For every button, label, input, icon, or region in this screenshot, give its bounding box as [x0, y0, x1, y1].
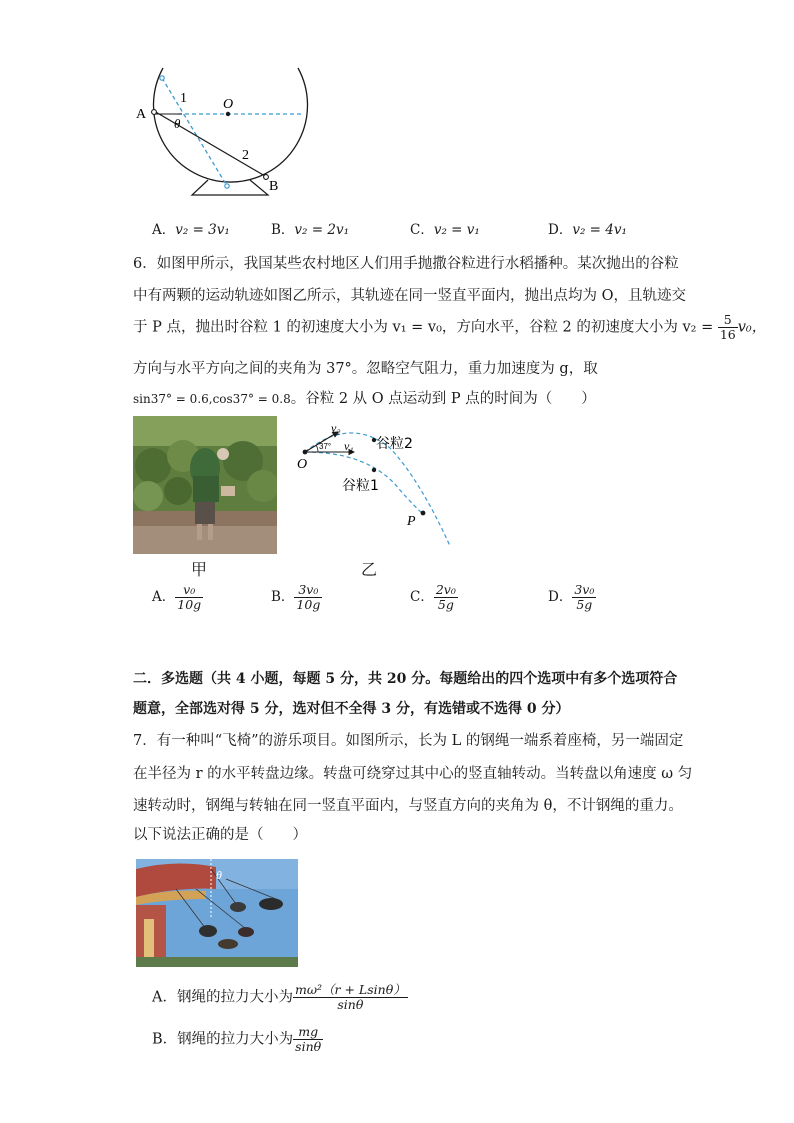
q6-option-b[interactable]: B． $\frac{\text{3v₀}}{10g}$ [271, 582, 321, 612]
label-angle: 37° [319, 442, 332, 451]
track-1-dashed [162, 78, 227, 186]
q6-option-a[interactable]: A． $\frac{\text{v₀}}{10g}$ [152, 582, 202, 612]
circle-track-figure [130, 62, 320, 202]
point-B [264, 175, 269, 180]
section-2-header-line-1: 二．多选题（共 4 小题，每题 5 分，共 20 分。每题给出的四个选项中有多个选项符合 [133, 671, 678, 687]
q7-line-2: 在半径为 r 的水平转盘边缘。转盘可绕穿过其中心的竖直轴转动。当转盘以角速度 ω 匀 [133, 766, 693, 782]
label-O: O [223, 97, 234, 112]
q7-line-3: 速转动时，钢绳与转轴在同一竖直平面内，与竖直方向的夹角为 θ，不计钢绳的重力。 [133, 798, 683, 814]
grain-1-dot [372, 468, 376, 472]
q7-line-4: 以下说法正确的是（ ） [133, 827, 307, 843]
caption-yi: 乙 [361, 560, 378, 579]
q6-line-3: 于 P 点，抛出时谷粒 1 的初速度大小为 v₁ = v₀，方向水平，谷粒 2 的初速度大小为 v₂ = $\frac{5}{16}$ v₀， [133, 312, 767, 342]
label-2: 2 [242, 148, 249, 163]
q7-option-a[interactable]: A．钢绳的拉力大小为 $\frac{\text{mω²（r + Lsinθ）}}{\sin\theta}$ [152, 982, 406, 1012]
label-B: B [269, 179, 279, 194]
q6-v2-fraction: $\frac{5}{16}$ [719, 312, 736, 342]
point-O [303, 450, 308, 455]
q5-option-b[interactable]: B．v₂ = 2v₁ [271, 222, 349, 238]
flying-chair-photo [136, 859, 298, 967]
photo-theta-label: θ [216, 868, 222, 882]
point-bottom [225, 184, 229, 188]
label-v1: v₁ [344, 439, 354, 453]
label-O: O [297, 457, 308, 472]
point-top [160, 76, 164, 80]
q5-option-c[interactable]: C．v₂ = v₁ [410, 222, 480, 238]
point-O [226, 112, 230, 116]
label-theta: θ [174, 116, 181, 131]
q6-line-5: sin37° = 0.6,cos37° = 0.8。谷粒 2 从 O 点运动到 P 点的时间为（ ） [133, 391, 596, 407]
q5-option-d[interactable]: D．v₂ = 4v₁ [548, 222, 627, 238]
grain-trajectory-diagram [290, 418, 470, 556]
label-A: A [136, 107, 147, 122]
q6-option-c[interactable]: C． $\frac{\text{2v₀}}{5g}$ [410, 582, 456, 612]
point-P [421, 511, 426, 516]
point-A [152, 110, 157, 115]
label-v2: v₂ [331, 421, 341, 435]
q6-option-d[interactable]: D． $\frac{\text{3v₀}}{5g}$ [548, 582, 595, 612]
label-P: P [407, 514, 416, 529]
label-1: 1 [180, 91, 187, 106]
section-2-header-line-2: 题意，全部选对得 5 分，选对但不全得 3 分，有选错或不选得 0 分） [133, 701, 570, 717]
label-grain-2: 谷粒2 [376, 436, 413, 452]
q7-line-1: 7．有一种叫“飞椅”的游乐项目。如图所示，长为 L 的钢绳一端系着座椅，另一端固定 [133, 733, 684, 749]
farmer-photo [133, 416, 277, 554]
q6-line-2: 中有两颗的运动轨迹如图乙所示，其轨迹在同一竖直平面内，抛出点均为 O，且轨迹交 [133, 288, 686, 304]
q6-line-1: 6．如图甲所示，我国某些农村地区人们用手抛撒谷粒进行水稻播种。某次抛出的谷粒 [133, 256, 679, 272]
angle-arc [316, 445, 318, 452]
q5-option-a[interactable]: A．v₂ = 3v₁ [152, 222, 230, 238]
q7-option-b[interactable]: B．钢绳的拉力大小为 $\frac{mg}{\sin\theta}$ [152, 1024, 322, 1054]
caption-jia: 甲 [191, 560, 208, 579]
label-grain-1: 谷粒1 [342, 478, 379, 494]
q6-line-4: 方向与水平方向之间的夹角为 37°。忽略空气阻力，重力加速度为 g，取 [133, 361, 598, 377]
track-2-solid [154, 111, 265, 176]
